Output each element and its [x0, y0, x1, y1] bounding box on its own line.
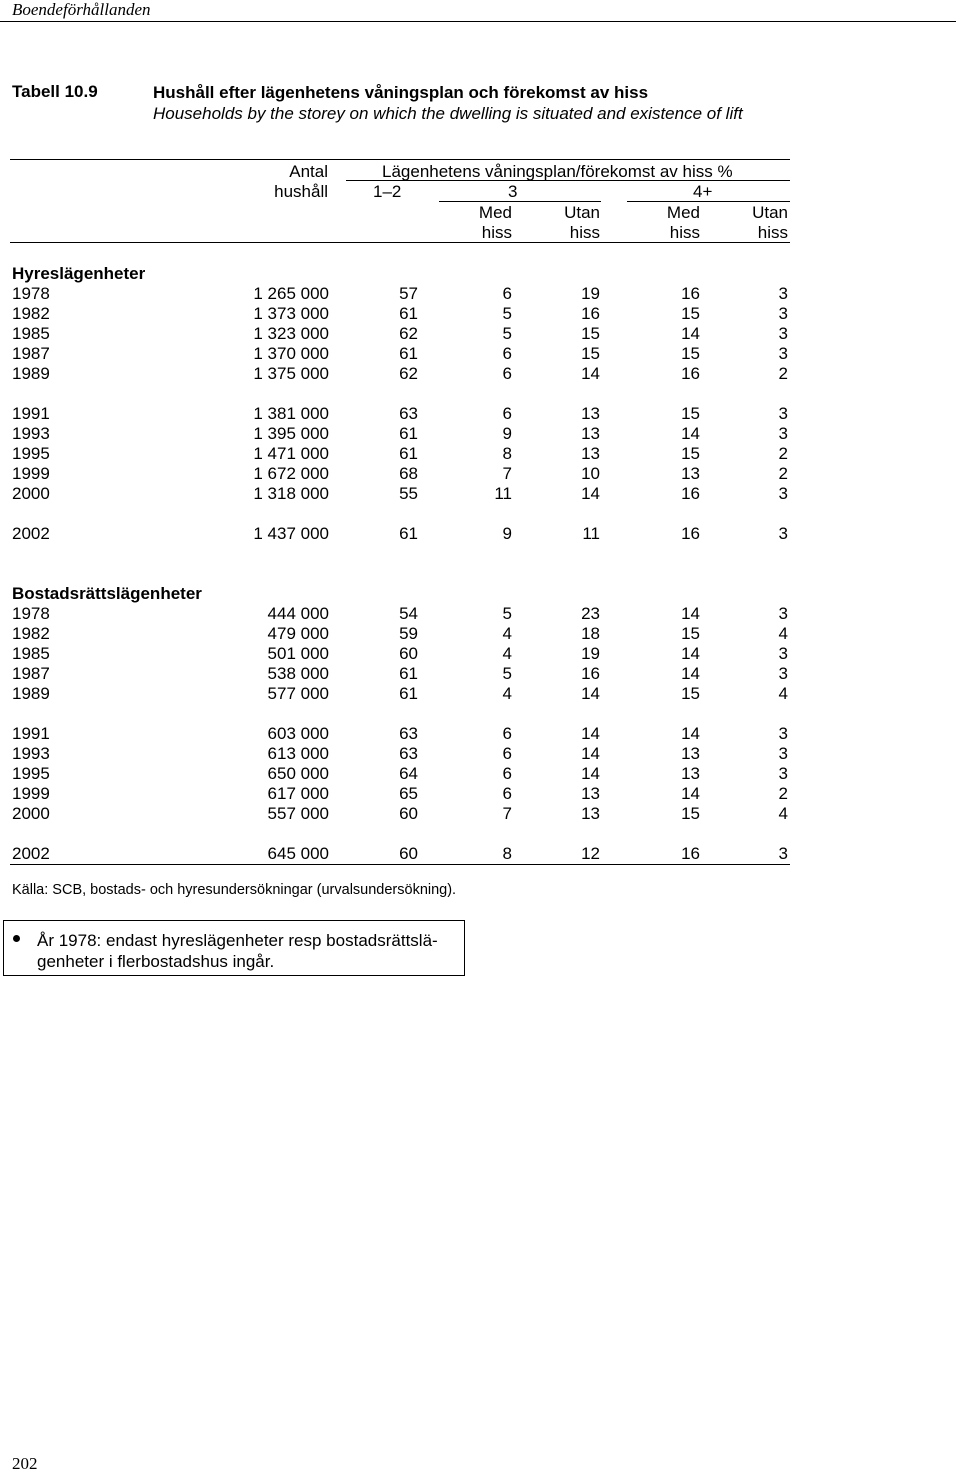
cell-antal: 1 395 000: [253, 424, 329, 443]
cell-antal: 603 000: [267, 724, 329, 743]
cell-med-3: 8: [502, 444, 512, 463]
cell-utan-4: 3: [778, 844, 788, 863]
row-year: 1982: [12, 624, 50, 643]
row-year: 2000: [12, 804, 50, 823]
cell-med-4: 15: [681, 404, 700, 423]
header-hiss-utan-4: hiss: [757, 223, 788, 242]
cell-floor-1-2: 57: [399, 284, 418, 303]
cell-antal: 479 000: [267, 624, 329, 643]
source-note: Källa: SCB, bostads- och hyresundersökningar (urvalsundersökning).: [12, 882, 457, 898]
header-med-4: Med: [666, 203, 700, 222]
row-year: 1993: [12, 424, 50, 443]
row-year: 1978: [12, 284, 50, 303]
row-year: 2000: [12, 484, 50, 503]
cell-med-4: 15: [681, 444, 700, 463]
table-top-rule: [10, 159, 790, 160]
cell-floor-1-2: 59: [399, 624, 418, 643]
cell-med-4: 14: [681, 324, 700, 343]
row-year: 1999: [12, 784, 50, 803]
cell-floor-1-2: 54: [399, 604, 418, 623]
cell-utan-3: 13: [581, 404, 600, 423]
row-year: 1982: [12, 304, 50, 323]
cell-med-4: 15: [681, 304, 700, 323]
cell-med-3: 6: [502, 744, 512, 763]
cell-floor-1-2: 61: [399, 424, 418, 443]
cell-floor-1-2: 61: [399, 664, 418, 683]
cell-antal: 1 375 000: [253, 364, 329, 383]
cell-med-4: 14: [681, 644, 700, 663]
cell-med-3: 6: [502, 404, 512, 423]
cell-floor-1-2: 61: [399, 524, 418, 543]
cell-med-4: 15: [681, 684, 700, 703]
cell-utan-3: 23: [581, 604, 600, 623]
cell-floor-1-2: 60: [399, 844, 418, 863]
cell-med-3: 5: [502, 664, 512, 683]
cell-med-4: 16: [681, 844, 700, 863]
section-title: Bostadsrättslägenheter: [12, 584, 202, 603]
footnote-text: År 1978: endast hyreslägenheter resp bostadsrättslä-genheter i flerbostadshus ingår.: [37, 931, 438, 971]
row-year: 1993: [12, 744, 50, 763]
cell-utan-3: 13: [581, 784, 600, 803]
cell-antal: 1 471 000: [253, 444, 329, 463]
cell-antal: 1 370 000: [253, 344, 329, 363]
cell-utan-3: 16: [581, 304, 600, 323]
cell-floor-1-2: 61: [399, 684, 418, 703]
table-label: Tabell 10.9: [12, 82, 98, 101]
cell-floor-1-2: 55: [399, 484, 418, 503]
cell-utan-3: 11: [582, 524, 600, 543]
cell-utan-4: 4: [778, 684, 788, 703]
cell-med-3: 11: [494, 484, 512, 503]
cell-utan-3: 14: [581, 744, 600, 763]
cell-utan-4: 3: [778, 424, 788, 443]
cell-utan-4: 2: [778, 364, 788, 383]
cell-utan-4: 3: [778, 724, 788, 743]
row-year: 1985: [12, 644, 50, 663]
cell-med-4: 15: [681, 624, 700, 643]
cell-utan-4: 3: [778, 664, 788, 683]
cell-utan-3: 10: [581, 464, 600, 483]
cell-utan-4: 3: [778, 644, 788, 663]
cell-utan-3: 13: [581, 424, 600, 443]
header-utan-4: Utan: [752, 203, 788, 222]
cell-floor-1-2: 62: [399, 324, 418, 343]
cell-utan-3: 15: [581, 344, 600, 363]
header-hushall: hushåll: [274, 182, 328, 201]
header-floor-3: 3: [508, 182, 518, 201]
cell-utan-3: 14: [581, 684, 600, 703]
row-year: 2002: [12, 524, 50, 543]
cell-utan-4: 3: [778, 604, 788, 623]
cell-utan-4: 3: [778, 524, 788, 543]
row-year: 1987: [12, 664, 50, 683]
cell-utan-3: 13: [581, 804, 600, 823]
cell-floor-1-2: 61: [399, 304, 418, 323]
cell-floor-1-2: 61: [399, 444, 418, 463]
row-year: 1985: [12, 324, 50, 343]
cell-med-4: 13: [681, 744, 700, 763]
header-med-3: Med: [478, 203, 512, 222]
cell-utan-4: 4: [778, 624, 788, 643]
cell-med-4: 15: [681, 344, 700, 363]
cell-med-4: 16: [681, 364, 700, 383]
cell-med-3: 7: [502, 464, 512, 483]
cell-floor-1-2: 60: [399, 644, 418, 663]
cell-med-4: 14: [681, 724, 700, 743]
header-utan-3: Utan: [564, 203, 600, 222]
cell-antal: 1 672 000: [253, 464, 329, 483]
cell-antal: 444 000: [267, 604, 329, 623]
cell-floor-1-2: 60: [399, 804, 418, 823]
cell-antal: 613 000: [267, 744, 329, 763]
cell-utan-3: 18: [581, 624, 600, 643]
cell-med-3: 4: [502, 644, 512, 663]
cell-med-3: 7: [502, 804, 512, 823]
running-head: Boendeförhållanden: [12, 0, 151, 19]
cell-floor-1-2: 61: [399, 344, 418, 363]
row-year: 1999: [12, 464, 50, 483]
header-hiss-med-4: hiss: [669, 223, 700, 242]
cell-med-4: 16: [681, 524, 700, 543]
footnote-box: [3, 920, 465, 976]
row-year: 1978: [12, 604, 50, 623]
header-hiss-med-3: hiss: [481, 223, 512, 242]
cell-med-3: 6: [502, 784, 512, 803]
cell-utan-3: 12: [581, 844, 600, 863]
cell-antal: 1 323 000: [253, 324, 329, 343]
cell-utan-3: 15: [581, 324, 600, 343]
cell-med-3: 6: [502, 364, 512, 383]
section-title: Hyreslägenheter: [12, 264, 146, 283]
cell-antal: 1 381 000: [253, 404, 329, 423]
cell-floor-1-2: 63: [399, 744, 418, 763]
header-floor-4: 4+: [693, 182, 713, 201]
cell-utan-4: 3: [778, 404, 788, 423]
cell-med-4: 14: [681, 424, 700, 443]
cell-med-3: 5: [502, 604, 512, 623]
table-bottom-rule: [10, 864, 790, 865]
cell-med-3: 6: [502, 344, 512, 363]
cell-antal: 650 000: [267, 764, 329, 783]
header-hiss-utan-3: hiss: [569, 223, 600, 242]
cell-floor-1-2: 63: [399, 404, 418, 423]
cell-utan-3: 13: [581, 444, 600, 463]
running-head-rule: [0, 21, 956, 22]
cell-utan-4: 3: [778, 744, 788, 763]
cell-utan-3: 19: [581, 284, 600, 303]
row-year: 1991: [12, 724, 50, 743]
cell-med-3: 6: [502, 724, 512, 743]
cell-med-3: 6: [502, 284, 512, 303]
header-floor-1-2: 1–2: [373, 182, 402, 201]
table-title: [153, 82, 793, 124]
row-year: 1991: [12, 404, 50, 423]
cell-utan-4: 3: [778, 344, 788, 363]
cell-utan-4: 3: [778, 284, 788, 303]
cell-antal: 617 000: [267, 784, 329, 803]
cell-utan-4: 3: [778, 304, 788, 323]
row-year: 1989: [12, 364, 50, 383]
cell-utan-3: 14: [581, 764, 600, 783]
cell-utan-4: 2: [778, 464, 788, 483]
cell-utan-4: 4: [778, 804, 788, 823]
cell-med-3: 4: [502, 684, 512, 703]
cell-utan-3: 14: [581, 724, 600, 743]
cell-utan-3: 19: [581, 644, 600, 663]
cell-med-3: 5: [502, 324, 512, 343]
cell-antal: 557 000: [267, 804, 329, 823]
cell-med-3: 4: [502, 624, 512, 643]
cell-floor-1-2: 68: [399, 464, 418, 483]
cell-med-3: 9: [502, 524, 512, 543]
cell-med-4: 14: [681, 784, 700, 803]
cell-med-3: 5: [502, 304, 512, 323]
cell-med-4: 16: [681, 284, 700, 303]
title-english: Households by the storey on which the dwelling is situated and existence of lift: [153, 104, 743, 123]
cell-antal: 1 437 000: [253, 524, 329, 543]
cell-med-3: 9: [502, 424, 512, 443]
cell-utan-3: 16: [581, 664, 600, 683]
bullet-icon: [13, 935, 20, 942]
row-year: 1995: [12, 764, 50, 783]
cell-med-4: 16: [681, 484, 700, 503]
cell-utan-3: 14: [581, 364, 600, 383]
row-year: 1987: [12, 344, 50, 363]
cell-utan-4: 3: [778, 764, 788, 783]
cell-utan-4: 2: [778, 444, 788, 463]
cell-floor-1-2: 65: [399, 784, 418, 803]
cell-med-4: 14: [681, 664, 700, 683]
cell-med-3: 8: [502, 844, 512, 863]
cell-floor-1-2: 62: [399, 364, 418, 383]
row-year: 1995: [12, 444, 50, 463]
cell-med-4: 13: [681, 764, 700, 783]
cell-antal: 1 373 000: [253, 304, 329, 323]
cell-antal: 1 318 000: [253, 484, 329, 503]
cell-antal: 1 265 000: [253, 284, 329, 303]
cell-med-4: 15: [681, 804, 700, 823]
cell-antal: 538 000: [267, 664, 329, 683]
floor-3-rule: [439, 201, 601, 202]
row-year: 2002: [12, 844, 50, 863]
cell-med-4: 14: [681, 604, 700, 623]
header-span-label: Lägenhetens våningsplan/förekomst av hiss %: [382, 162, 733, 181]
cell-med-3: 6: [502, 764, 512, 783]
title-swedish: Hushåll efter lägenhetens våningsplan och förekomst av hiss: [153, 83, 649, 102]
cell-utan-4: 3: [778, 484, 788, 503]
cell-floor-1-2: 63: [399, 724, 418, 743]
cell-antal: 501 000: [267, 644, 329, 663]
page-number: 202: [12, 1454, 38, 1473]
cell-utan-4: 3: [778, 324, 788, 343]
row-year: 1989: [12, 684, 50, 703]
header-antal: Antal: [289, 162, 328, 181]
cell-utan-3: 14: [581, 484, 600, 503]
cell-floor-1-2: 64: [399, 764, 418, 783]
cell-antal: 645 000: [267, 844, 329, 863]
cell-utan-4: 2: [778, 784, 788, 803]
cell-med-4: 13: [681, 464, 700, 483]
cell-antal: 577 000: [267, 684, 329, 703]
